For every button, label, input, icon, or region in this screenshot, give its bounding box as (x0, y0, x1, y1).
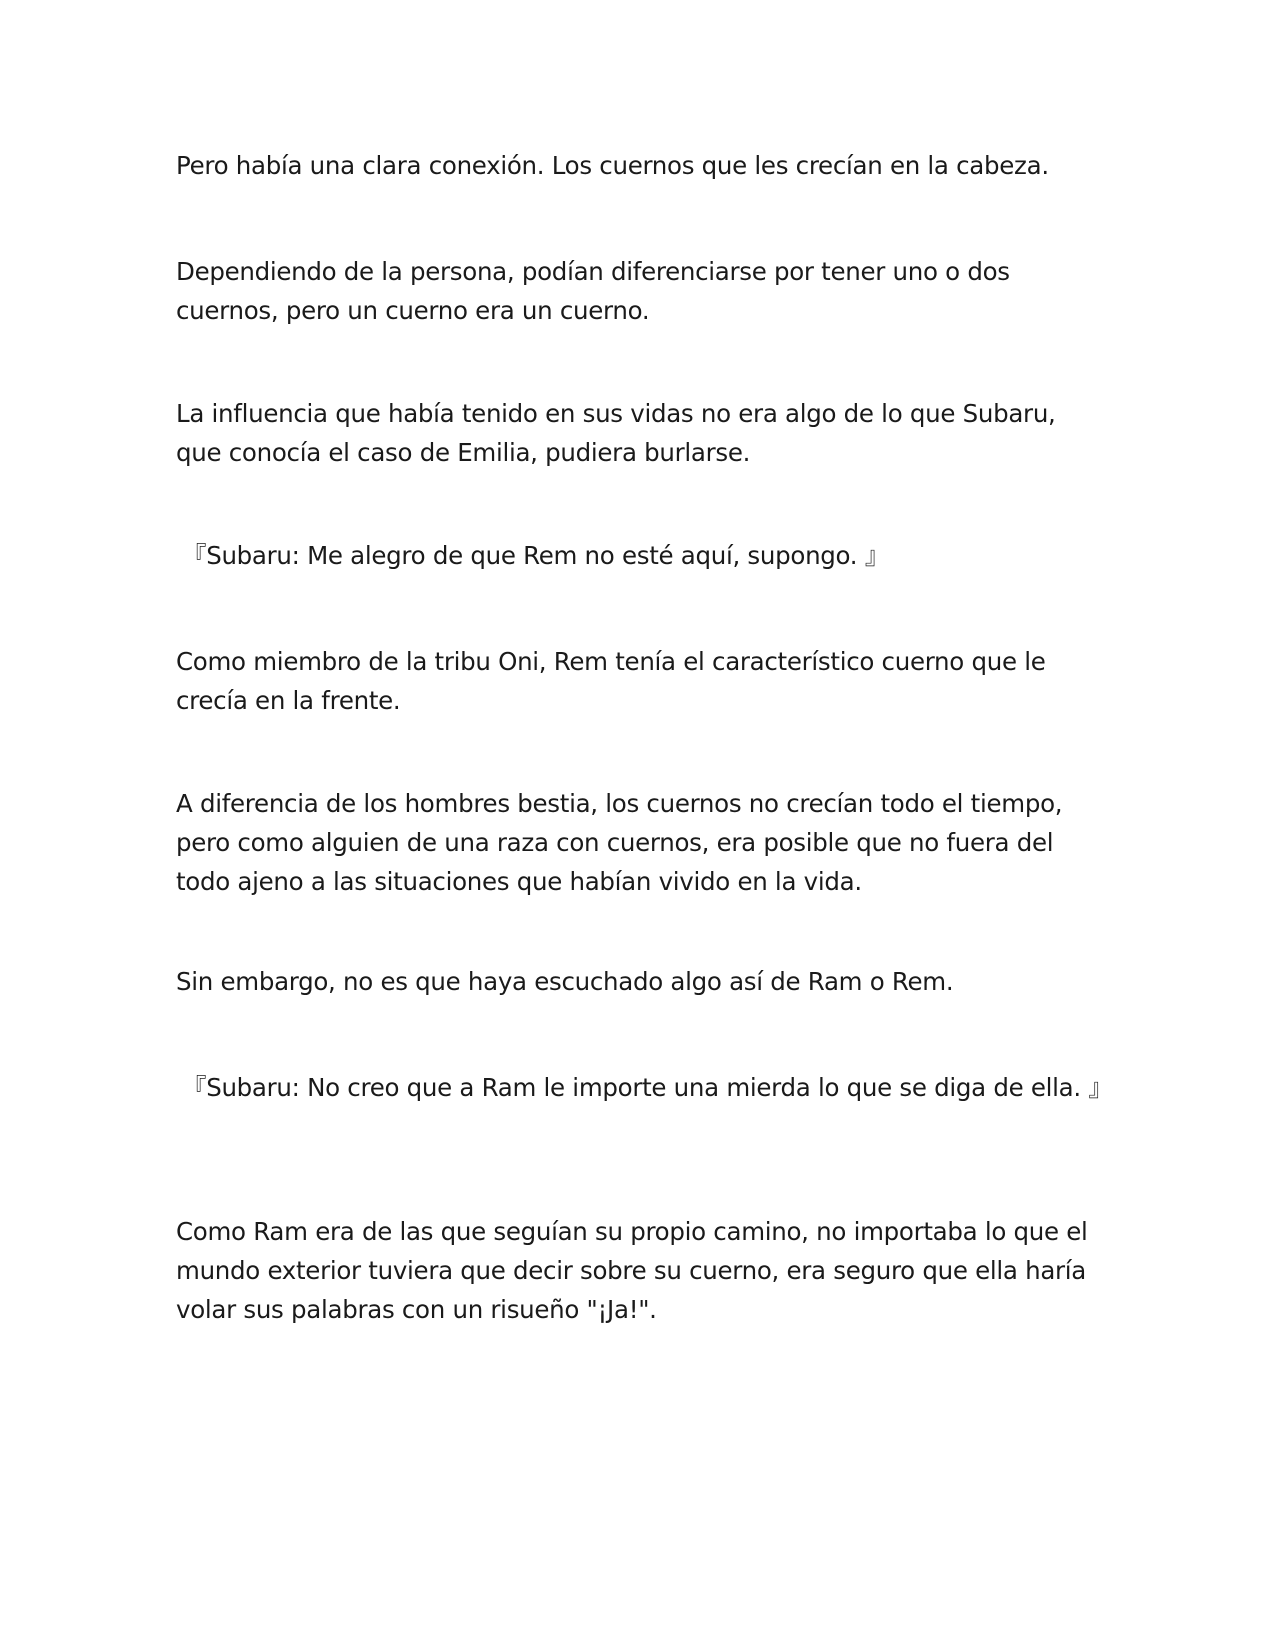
paragraph-4: Como miembro de la tribu Oni, Rem tenía el característico cuerno que le crecía en la frente. (176, 647, 1046, 715)
paragraph-3: La influencia que había tenido en sus vidas no era algo de lo que Subaru, que conocía el caso de Emilia, pudiera burlarse. (176, 399, 1056, 467)
dialogue-1: 『Subaru: Me alegro de que Rem no esté aquí, supongo. 』 (182, 541, 889, 570)
paragraph-5: A diferencia de los hombres bestia, los cuernos no crecían todo el tiempo, pero como alguien de una raza con cuernos, era posible que no fuera del todo ajeno a las situaciones que habían vivido en la vida. (176, 789, 1063, 896)
paragraph-1: Pero había una clara conexión. Los cuernos que les crecían en la cabeza. (176, 151, 1049, 180)
paragraph-7: Como Ram era de las que seguían su propio camino, no importaba lo que el mundo exterior tuviera que decir sobre su cuerno, era seguro que ella haría volar sus palabras con un risueño "¡Ja!". (176, 1217, 1088, 1324)
paragraph-2: Dependiendo de la persona, podían diferenciarse por tener uno o dos cuernos, pero un cuerno era un cuerno. (176, 257, 1010, 325)
paragraph-6: Sin embargo, no es que haya escuchado algo así de Ram o Rem. (176, 967, 954, 996)
dialogue-2: 『Subaru: No creo que a Ram le importe una mierda lo que se diga de ella. 』 (182, 1073, 1113, 1102)
